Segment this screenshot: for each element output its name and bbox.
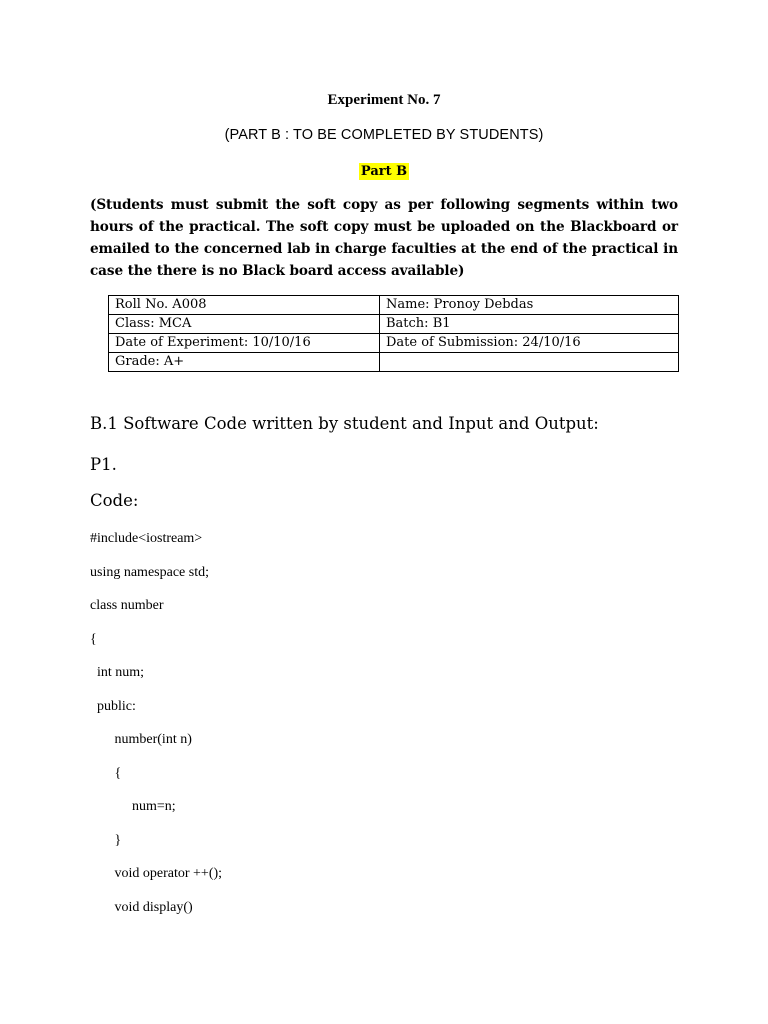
code-line: public:: [90, 699, 136, 714]
table-row: [109, 296, 679, 315]
code-line: int num;: [90, 665, 145, 680]
code-label: Code:: [90, 491, 139, 510]
table-cell-batch: Batch: B1: [380, 315, 679, 334]
part-label-container: [0, 162, 768, 180]
code-line: #include<iostream>: [90, 531, 203, 546]
code-line: {: [90, 632, 97, 647]
table-row: [109, 353, 679, 372]
section-heading: B.1 Software Code written by student and Input and Output:: [90, 414, 599, 433]
table-cell-date-experiment: Date of Experiment: 10/10/16: [109, 334, 380, 353]
table-cell-roll-no: Roll No. A008: [109, 296, 380, 315]
table-row: [109, 334, 679, 353]
code-line: class number: [90, 598, 164, 613]
code-line: void operator ++();: [90, 866, 223, 881]
table-cell-empty: [380, 353, 679, 372]
code-line: void display(): [90, 900, 193, 915]
table-cell-date-submission: Date of Submission: 24/10/16: [380, 334, 679, 353]
part-heading: (PART B : TO BE COMPLETED BY STUDENTS): [224, 127, 544, 143]
code-line: number(int n): [90, 732, 192, 747]
code-line: }: [90, 833, 122, 848]
submission-instructions: (Students must submit the soft copy as per following segments within two hours of the practical. The soft copy must be uploaded on the Blackboard or emailed to the concerned lab in charge faculties at the end of the practical in case the there is no Black board access available): [90, 197, 678, 279]
experiment-title: Experiment No. 7: [327, 92, 441, 108]
table-cell-grade: Grade: A+: [109, 353, 380, 372]
part-b-highlight-label: Part B: [360, 164, 408, 179]
student-info-table: [108, 295, 679, 372]
program-label: P1.: [90, 455, 117, 474]
code-line: using namespace std;: [90, 565, 209, 580]
table-cell-name: Name: Pronoy Debdas: [380, 296, 679, 315]
code-line: {: [90, 766, 122, 781]
table-cell-class: Class: MCA: [109, 315, 380, 334]
table-row: [109, 315, 679, 334]
code-line: num=n;: [90, 799, 176, 814]
